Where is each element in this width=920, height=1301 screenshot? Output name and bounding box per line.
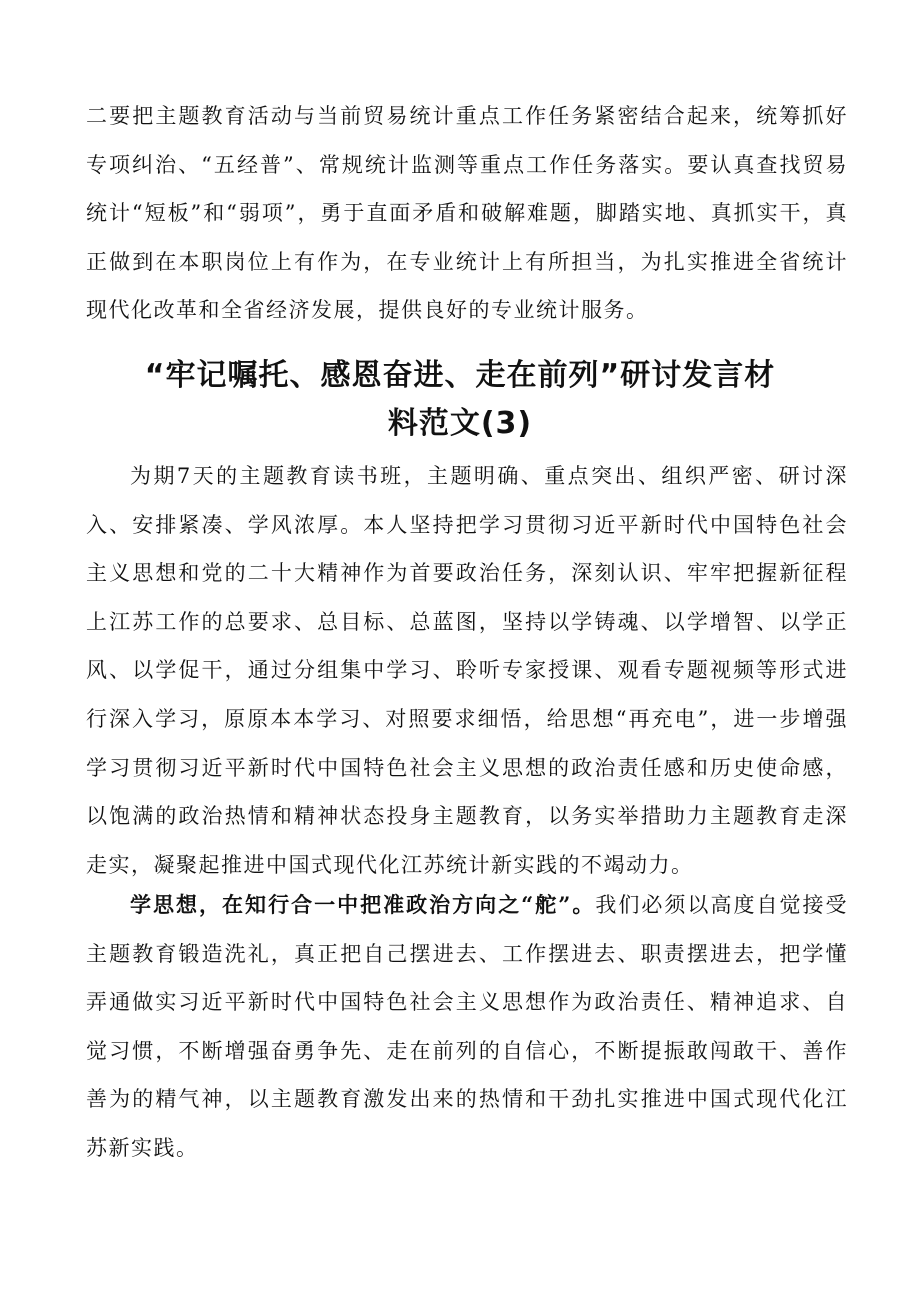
document-title [60,352,860,448]
title-line-2: 料范文(3) [387,406,533,441]
paragraph-intro: 为期7天的主题教育读书班，主题明确、重点突出、组织严密、研讨深入、安排紧凑、学风浓厚。本人坚持把学习贯彻习近平新时代中国特色社会主义思想和党的二十大精神作为首要政治任务，深刻认识、牢牢把握新征程上江苏工作的总要求、总目标、总蓝图，坚持以学铸魂、以学增智、以学正风、以学促干，通过分组集中学习、聆听专家授课、观看专题视频等形式进行深入学习，原原本本学习、对照要求细悟，给思想“再充电”，进一步增强学习贯彻习近平新时代中国特色社会主义思想的政治责任感和历史使命感，以饱满的政治热情和精神状态投身主题教育，以务实举措助力主题教育走深走实，凝聚起推进中国式现代化江苏统计新实践的不竭动力。 [86,464,848,877]
paragraph-body: 我们必须以高度自觉接受主题教育锻造洗礼，真正把自己摆进去、工作摆进去、职责摆进去，把学懂弄通做实习近平新时代中国特色社会主义思想作为政治责任、精神追求、自觉习惯，不断增强奋勇争先、走在前列的自信心，不断提振敢闯敢干、善作善为的精气神，以主题教育激发出来的热情和干劲扎实推进中国式现代化江苏新实践。 [86,893,848,1160]
title-line-1: “牢记嘱托、感恩奋进、走在前列”研讨发言材 [144,358,776,393]
paragraph-continuation: 二要把主题教育活动与当前贸易统计重点工作任务紧密结合起来，统筹抓好专项纠治、“五经普”、常规统计监测等重点工作任务落实。要认真查找贸易统计“短板”和“弱项”，勇于直面矛盾和破解难题，脚踏实地、真抓实干，真正做到在本职岗位上有作为，在专业统计上有所担当，为扎实推进全省统计现代化改革和全省经济发展，提供良好的专业统计服务。 [86,104,848,323]
paragraph-lead-heading: 学思想，在知行合一中把准政治方向之“舵”。 [130,892,596,917]
paragraph-study-thought [86,881,848,1173]
